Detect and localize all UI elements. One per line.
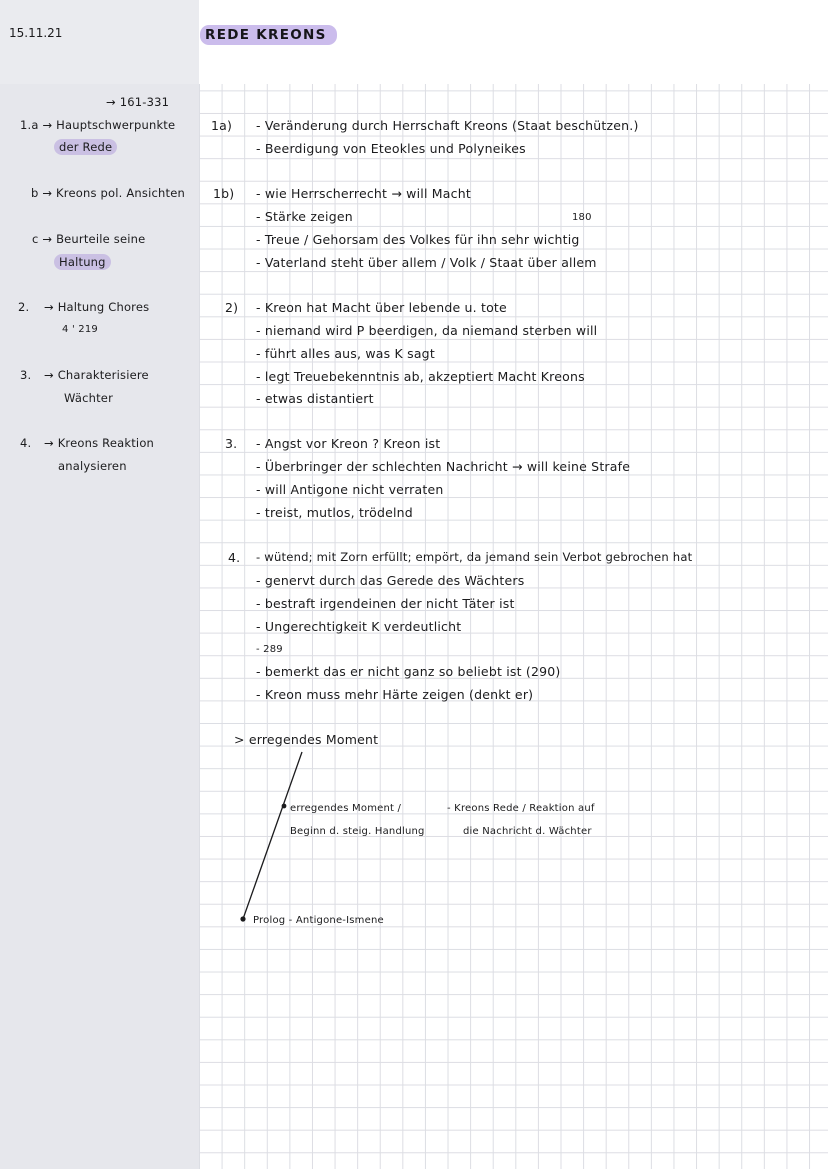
margin-task-1a: 1.a → Hauptschwerpunkte: [20, 118, 176, 132]
margin-task-2: → Haltung Chores: [44, 300, 150, 314]
margin-task-1c-highlight: Haltung: [54, 254, 111, 270]
margin-task-1b: b → Kreons pol. Ansichten: [31, 186, 185, 200]
section-4-line: - bestraft irgendeinen der nicht Täter ist: [256, 596, 515, 611]
section-2-line: - etwas distantiert: [256, 391, 374, 406]
section-4-line: - wütend; mit Zorn erfüllt; empört, da jemand sein Verbot gebrochen hat: [256, 550, 693, 564]
section-1a-line: - Beerdigung von Eteokles und Polyneikes: [256, 141, 526, 156]
section-3-line: - Angst vor Kreon ? Kreon ist: [256, 436, 441, 451]
margin-task-4-num: 4.: [20, 436, 32, 450]
section-4-label: 4.: [228, 550, 241, 565]
section-1b-label: 1b): [213, 186, 235, 201]
section-1b-line: - Vaterland steht über allem / Volk / Staat über allem: [256, 255, 597, 270]
diagram-heading: > erregendes Moment: [234, 732, 379, 747]
diagram-point-note: die Nachricht d. Wächter: [463, 826, 592, 837]
point-marker: [282, 804, 287, 809]
section-2-line: - niemand wird P beerdigen, da niemand sterben will: [256, 323, 598, 338]
margin-task-4: → Kreons Reaktion: [44, 436, 155, 450]
section-4-line: - bemerkt das er nicht ganz so beliebt ist (290): [256, 664, 561, 679]
section-1a-line: - Veränderung durch Herrschaft Kreons (Staat beschützen.): [256, 118, 639, 133]
section-3-line: - treist, mutlos, trödelnd: [256, 505, 413, 520]
section-1b-line: - Treue / Gehorsam des Volkes für ihn sehr wichtig: [256, 232, 580, 247]
page-title: REDE KREONS: [200, 25, 337, 45]
section-1b-note: 180: [572, 212, 592, 223]
diagram-prolog-label: Prolog - Antigone-Ismene: [253, 915, 384, 926]
date: 15.11.21: [9, 26, 63, 40]
section-3-label: 3.: [225, 436, 238, 451]
section-4-line: - genervt durch das Gerede des Wächters: [256, 573, 525, 588]
margin-task-2-num: 2.: [18, 300, 30, 314]
section-1b-line: - wie Herrscherrecht → will Macht: [256, 186, 471, 201]
section-2-line: - legt Treuebekenntnis ab, akzeptiert Macht Kreons: [256, 369, 585, 384]
diagram-point-label: erregendes Moment /: [290, 803, 402, 814]
margin-task-3-num: 3.: [20, 368, 32, 382]
margin-task-1a-highlight: der Rede: [54, 139, 117, 155]
section-2-line: - führt alles aus, was K sagt: [256, 346, 435, 361]
diagram-point-label: Beginn d. steig. Handlung: [290, 826, 425, 837]
margin-task-1c: c → Beurteile seine: [32, 232, 146, 246]
section-4-line: - Ungerechtigkeit K verdeutlicht: [256, 619, 462, 634]
diagram-point-note: - Kreons Rede / Reaktion auf: [447, 803, 595, 814]
section-4-line: - Kreon muss mehr Härte zeigen (denkt er): [256, 687, 534, 702]
section-2-label: 2): [225, 300, 239, 315]
margin-task-3-cont: Wächter: [64, 391, 114, 405]
section-2-line: - Kreon hat Macht über lebende u. tote: [256, 300, 507, 315]
section-3-line: - will Antigone nicht verraten: [256, 482, 444, 497]
margin-task-3: → Charakterisiere: [44, 368, 149, 382]
margin-range: → 161-331: [106, 95, 170, 109]
section-4-line: - 289: [256, 644, 283, 655]
margin-task-4-cont: analysieren: [58, 459, 127, 473]
section-1a-label: 1a): [211, 118, 233, 133]
section-3-line: - Überbringer der schlechten Nachricht → will keine Strafe: [256, 459, 631, 474]
point-marker: [240, 916, 245, 921]
margin-task-2-ref: 4 ' 219: [62, 324, 98, 335]
section-1b-line: - Stärke zeigen: [256, 209, 353, 224]
